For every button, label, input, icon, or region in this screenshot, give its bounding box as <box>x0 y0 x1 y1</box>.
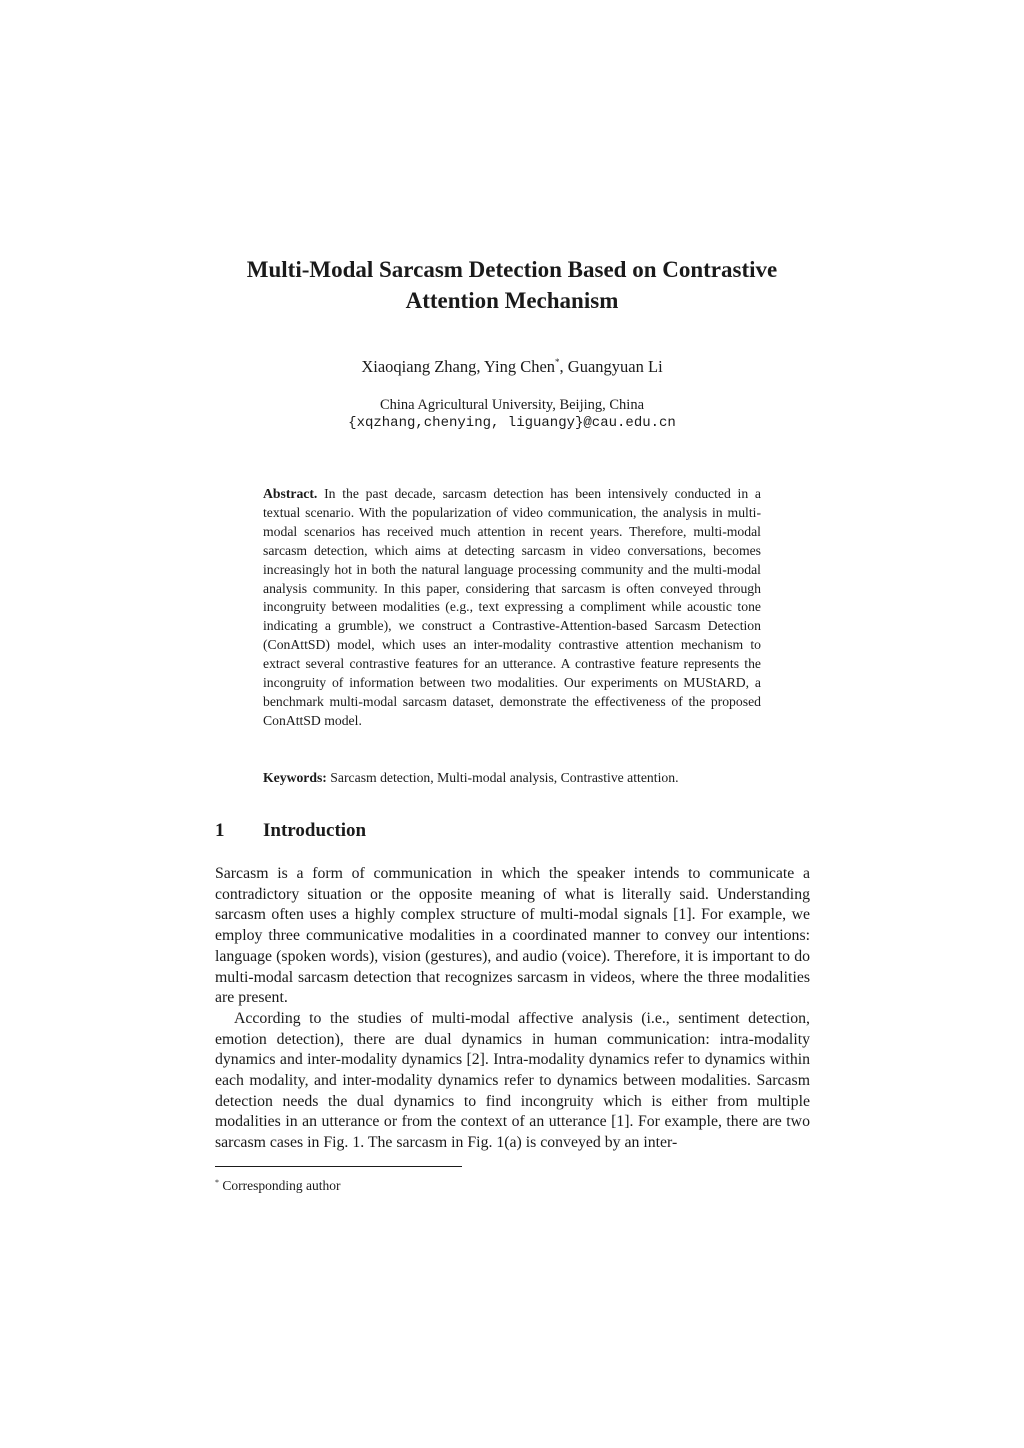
keywords-label: Keywords: <box>263 770 327 785</box>
title-line-1: Multi-Modal Sarcasm Detection Based on Contrastive <box>246 257 778 282</box>
author-names-rest: , Guangyuan Li <box>559 357 663 376</box>
abstract-text: In the past decade, sarcasm detection has been intensively conducted in a textual scenario. With the popularization of video communication, the analysis in multi-modal scenarios has received much attention in recent years. Therefore, multi-modal sarcasm detection, which aims at detecting sarcasm in video conversations, becomes increasingly hot in both the natural language processing community and the multi-modal analysis community. In this paper, considering that sarcasm is often conveyed through incongruity between modalities (e.g., text expressing a compliment while acoustic tone indicating a grumble), we construct a Contrastive-Attention-based Sarcasm Detection (ConAttSD) model, which uses an inter-modality contrastive attention mechanism to extract several contrastive features for an utterance. A contrastive feature represents the incongruity of information between two modalities. Our experiments on MUStARD, a benchmark multi-modal sarcasm dataset, demonstrate the effectiveness of the proposed ConAttSD model. <box>263 486 762 728</box>
intro-paragraph-1: Sarcasm is a form of communication in which the speaker intends to communicate a contradictory situation or the opposite meaning of what is literally said. Understanding sarcasm often uses a highly complex structure of multi-modal signals [1]. For example, we employ three communicative modalities in a coordinated manner to convey our intentions: language (spoken words), vision (gestures), and audio (voice). Therefore, it is important to do multi-modal sarcasm detection that recognizes sarcasm in videos, where the three modalities are present. <box>215 865 810 1007</box>
intro-paragraph-2: According to the studies of multi-modal affective analysis (i.e., sentiment detection, emotion detection), there are dual dynamics in human communication: intra-modality dynamics and inter-modality dynamics [2]. Intra-modality dynamics refer to dynamics within each modality, and inter-modality dynamics refer to dynamics between modalities. Sarcasm detection needs the dual dynamics to find incongruity which is either from multiple modalities in an utterance or from the context of an utterance [1]. For example, there are two sarcasm cases in Fig. 1. The sarcasm in Fig. 1(a) is conveyed by an inter- <box>215 1009 810 1152</box>
keywords <box>263 768 761 787</box>
title-line-2: Attention Mechanism <box>405 288 619 313</box>
section-number: 1 <box>215 820 225 841</box>
section-heading <box>215 818 366 844</box>
abstract <box>263 485 761 731</box>
affiliation: China Agricultural University, Beijing, China <box>379 397 645 413</box>
footnote-divider <box>215 1166 462 1167</box>
corresponding-author-mark: * <box>555 357 560 367</box>
section-title: Introduction <box>263 820 367 841</box>
footnote <box>215 1177 340 1195</box>
footnote-text: Corresponding author <box>222 1178 341 1193</box>
author-list <box>180 356 844 378</box>
author-emails: {xqzhang,chenying, liguangy}@cau.edu.cn <box>348 415 676 431</box>
footnote-mark: * <box>215 1178 219 1187</box>
abstract-label: Abstract. <box>263 486 318 501</box>
paper-title <box>180 254 844 316</box>
author-names-primary: Xiaoqiang Zhang, Ying Chen <box>361 357 556 376</box>
keywords-text: Sarcasm detection, Multi-modal analysis, Contrastive attention. <box>330 770 679 785</box>
introduction-body <box>215 864 810 1154</box>
